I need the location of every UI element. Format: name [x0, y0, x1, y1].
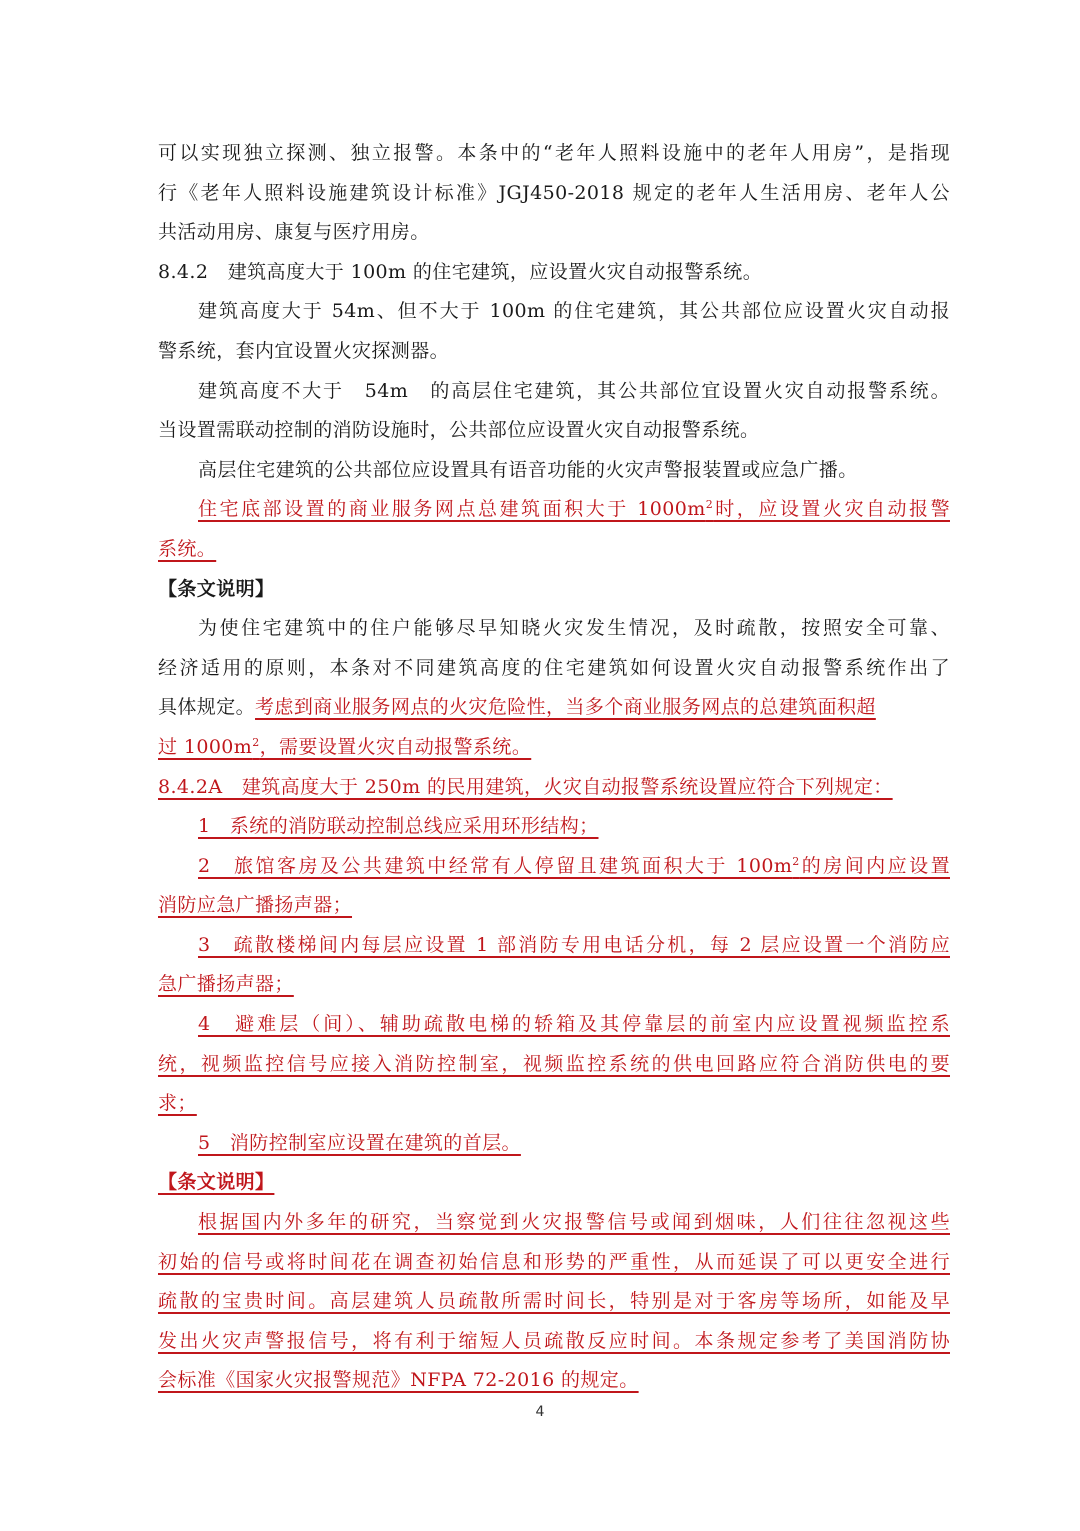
- list-item-2: [158, 847, 950, 887]
- paragraph-line: 为使住宅建筑中的住户能够尽早知晓火灾发生情况，及时疏散，按照安全可靠、: [198, 617, 950, 640]
- revised-line: [158, 490, 950, 530]
- revised-text: 统，视频监控信号应接入消防控制室，视频监控系统的供电回路应符合消防供电的要: [158, 1052, 950, 1075]
- clause-explanation-heading: [158, 1163, 950, 1203]
- revised-text: 考虑到商业服务网点的火灾危险性，当多个商业服务网点的总建筑面积超: [255, 696, 876, 719]
- revised-text: 2 旅馆客房及公共建筑中经常有人停留且建筑面积大于 $100m^2$的房间内应设置: [198, 854, 950, 877]
- paragraph-line: 当设置需联动控制的消防设施时，公共部位应设置火灾自动报警系统。: [158, 419, 760, 442]
- page-body: [158, 134, 950, 1401]
- revised-line: [158, 728, 950, 768]
- list-item-5: [158, 1124, 950, 1164]
- revised-text: 过 $1000m^2$，需要设置火灾自动报警系统。: [158, 735, 532, 758]
- revised-text: 8.4.2A 建筑高度大于 250m 的民用建筑，火灾自动报警系统设置应符合下列规定：: [158, 775, 893, 798]
- clause-8-4-2a: [158, 768, 950, 808]
- revised-line: [158, 1322, 950, 1362]
- revised-text: 系统。: [158, 537, 217, 560]
- revised-text: 疏散的宝贵时间。高层建筑人员疏散所需时间长，特别是对于客房等场所，如能及早: [158, 1290, 950, 1313]
- clause-8-4-2: 8.4.2 建筑高度大于 100m 的住宅建筑，应设置火灾自动报警系统。: [158, 260, 763, 283]
- revised-line: [158, 1243, 950, 1283]
- revised-line: [158, 530, 950, 570]
- revised-line: [158, 965, 950, 1005]
- revised-text: 会标准《国家火灾报警规范》NFPA 72-2016 的规定。: [158, 1369, 639, 1392]
- revised-line: [158, 886, 950, 926]
- revised-line: [158, 1282, 950, 1322]
- paragraph-line: 经济适用的原则，本条对不同建筑高度的住宅建筑如何设置火灾自动报警系统作出了: [158, 656, 950, 679]
- paragraph-line: 建筑高度大于 54m、但不大于 100m 的住宅建筑，其公共部位应设置火灾自动报: [198, 300, 950, 323]
- revised-line: [158, 1084, 950, 1124]
- revised-text: 【条文说明】: [158, 1171, 275, 1194]
- list-item-1: [158, 807, 950, 847]
- revised-line: [158, 1045, 950, 1085]
- page-number: 4: [535, 1404, 545, 1420]
- paragraph-line: 建筑高度不大于 54m 的高层住宅建筑，其公共部位宜设置火灾自动报警系统。: [198, 379, 950, 402]
- paragraph-line: 可以实现独立探测、独立报警。本条中的“老年人照料设施中的老年人用房”，是指现: [158, 142, 950, 164]
- revised-text: 求；: [158, 1092, 197, 1115]
- revised-text: 发出火灾声警报信号，将有利于缩短人员疏散反应时间。本条规定参考了美国消防协: [158, 1329, 950, 1352]
- revised-text: 急广播扬声器；: [158, 973, 294, 996]
- plain-text: 具体规定。: [158, 696, 256, 719]
- paragraph-line: 警系统，套内宜设置火灾探测器。: [158, 339, 450, 362]
- paragraph-line: [158, 688, 950, 728]
- list-item-3: [158, 926, 950, 966]
- revised-line: [158, 1361, 950, 1401]
- revised-text: 根据国内外多年的研究，当察觉到火灾报警信号或闻到烟味，人们往往忽视这些: [198, 1211, 950, 1234]
- revised-text: 消防应急广播扬声器；: [158, 894, 353, 917]
- clause-explanation-heading: 【条文说明】: [158, 577, 275, 600]
- paragraph-line: 共活动用房、康复与医疗用房。: [158, 221, 430, 244]
- paragraph-line: 高层住宅建筑的公共部位应设置具有语音功能的火灾声警报装置或应急广播。: [198, 458, 858, 481]
- revised-text: 3 疏散楼梯间内每层应设置 1 部消防专用电话分机，每 2 层应设置一个消防应: [198, 933, 950, 956]
- list-item-4: [158, 1005, 950, 1045]
- revised-line: [158, 1203, 950, 1243]
- revised-text: 5 消防控制室应设置在建筑的首层。: [198, 1131, 521, 1154]
- revised-text: 住宅底部设置的商业服务网点总建筑面积大于 $1000m^2$时，应设置火灾自动报警: [198, 498, 950, 521]
- revised-text: 4 避难层（间）、辅助疏散电梯的轿箱及其停靠层的前室内应设置视频监控系: [198, 1013, 950, 1036]
- revised-text: 1 系统的消防联动控制总线应采用环形结构；: [198, 815, 599, 838]
- revised-text: 初始的信号或将时间花在调查初始信息和形势的严重性，从而延误了可以更安全进行: [158, 1250, 950, 1273]
- paragraph-line: 行《老年人照料设施建筑设计标准》JGJ450-2018 规定的老年人生活用房、老年人公: [158, 181, 950, 204]
